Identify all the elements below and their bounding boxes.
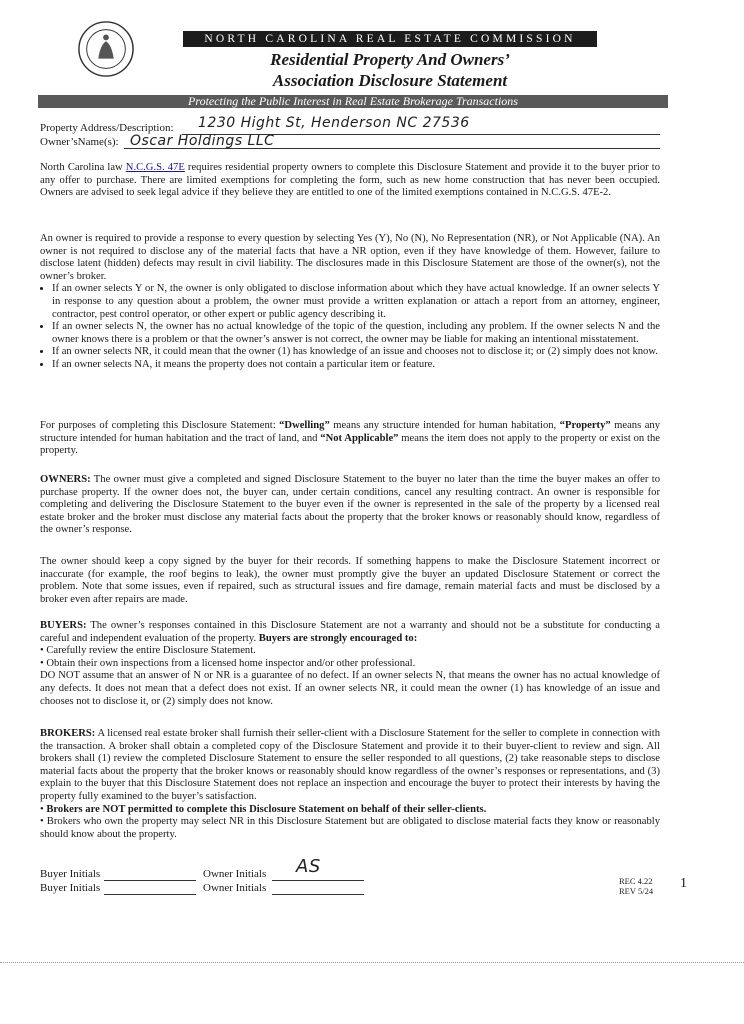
owner-initials-signature: AS	[296, 856, 321, 877]
owner-initials-field-1[interactable]	[272, 880, 364, 881]
definitions-paragraph	[40, 420, 660, 458]
revision-code: REV 5/24	[619, 886, 654, 896]
buyer-initials-field-2[interactable]	[104, 894, 196, 895]
p5-text: The owner should keep a copy signed by the buyer for their records. If something happens to make the Disclosure Statement incorrect or inaccurate (for example, the roof begins to leak), the owner must promptly give the buyer an updated Disclosure Statement or correct the problem. Note that some issues, even if repaired, such as structural issues and fire damage, remain material facts and must be disclosed by a broker even after repairs are made.	[40, 556, 660, 605]
response-instructions	[40, 233, 660, 372]
p2-text: An owner is required to provide a response to every question by selecting Yes (Y), No (N), No Representation (NR), or Not Applicable (NA). An owner is not required to disclose any of the material facts that have a NR option, even if they have knowledge of them. However, failure to disclose latent (hidden) defects may result in civil liability. The disclosures made in this Disclosure Statement are those of the owner(s), not the owner’s broker.	[40, 233, 660, 282]
statute-link[interactable]: N.C.G.S. 47E	[125, 162, 185, 173]
owner-label: Owner’sName(s):	[40, 136, 119, 148]
list-item: • Carefully review the entire Disclosure Statement.	[40, 645, 256, 657]
p3-text: means any structure intended for human habitation,	[329, 420, 560, 431]
not-applicable-term: “Not Applicable”	[320, 432, 399, 444]
commission-banner: NORTH CAROLINA REAL ESTATE COMMISSION	[183, 31, 597, 47]
list-item-text: Brokers who own the property may select NR in this Disclosure Statement but are obligated to disclose material facts they know or reasonably should know about the property.	[40, 816, 661, 840]
address-label: Property Address/Description:	[40, 122, 174, 134]
list-item-text: Obtain their own inspections from a licensed home inspector and/or other professional.	[46, 657, 416, 669]
form-title-line-1: Residential Property And Owners’	[270, 50, 510, 69]
list-item: • If an owner selects NA, it means the property does not contain a particular item or feature.	[52, 359, 660, 372]
buyers-section	[40, 620, 660, 708]
p3-text: means any structure intended for human habitation and the tract of land, and	[40, 420, 660, 444]
brokers-section	[40, 728, 660, 841]
owners-heading: OWNERS:	[40, 474, 91, 485]
buyers-list	[40, 645, 660, 670]
brokers-list	[40, 804, 660, 842]
p6-text: DO NOT assume that an answer of N or NR is a guarantee of no defect. If an owner selects N, that means the owner has no actual knowledge of any defects. It does not mean that a defect does not exist. If an owner selects NR, it could mean the owner (1) has knowledge of an issue and chooses not to disclose it, or (2) simply does not know.	[40, 670, 660, 707]
form-code: REC 4.22	[619, 876, 653, 886]
p1-text-rest: requires residential property owners to complete this Disclosure Statement and provide it to the buyer prior to any offer to purchase. There are limited exemptions for completing the form, such as new home construction that has never been occupied. Owners are advised to seek legal advice if they believe they are entitled to one of the limited exemptions contained in N.C.G.S. 47E-2.	[40, 162, 660, 199]
list-item: • Brokers who own the property may select NR in this Disclosure Statement but are obligated to disclose material facts they know or reasonably should know about the property.	[40, 816, 661, 840]
form-title-line-2: Association Disclosure Statement	[272, 71, 508, 90]
buyer-initials-label-2: Buyer Initials	[40, 882, 101, 894]
address-field[interactable]: 1230 Hight St, Henderson NC 27536	[198, 115, 470, 131]
brokers-text: A licensed real estate broker shall furnish their seller-client with a Disclosure Statement for the seller to complete in connection with the transaction. A broker shall obtain a completed copy of the Disclosure Statement and provide it to their buyer-client to review and sign. All brokers shall (1) review the completed Disclosure Statement to ensure the seller responded to all questions, (2) take reasonable steps to disclose material facts about the property that the broker knows or reasonably should know regardless of the owner’s responses or representations, and (3) explain to the buyer that this Disclosure Statement does not replace an inspection and encourage the buyer to protect their interests by having the property fully examined to the buyer’s satisfaction.	[40, 728, 660, 802]
page-number: 1	[680, 876, 687, 891]
property-term: “Property”	[559, 420, 611, 431]
list-item: • Brokers are NOT permitted to complete this Disclosure Statement on behalf of their seller-clients.	[40, 803, 487, 815]
owner-initials-label-2: Owner Initials	[203, 882, 267, 894]
buyer-initials-field-1[interactable]	[104, 880, 196, 881]
intro-paragraph	[40, 162, 660, 200]
page-divider	[0, 962, 744, 963]
buyer-initials-label-1: Buyer Initials	[40, 868, 101, 880]
buyers-text: The owner’s responses contained in this Disclosure Statement are not a warranty and should not be a substitute for conducting a careful and independent evaluation of the property.	[40, 620, 660, 644]
owners-text: The owner must give a completed and signed Disclosure Statement to the buyer no later than the time the buyer makes an offer to purchase property. If the owner does not, the buyer can, under certain conditions, cancel any resulting contract. An owner is responsible for completing and delivering the Disclosure Statement to the buyer even if the owner is represented in the sale of the property by a licensed real estate broker and the broker must disclose any material facts about the property that the broker knows or reasonably should know, regardless of the owner’s response.	[40, 474, 660, 536]
p1-text: North Carolina law	[40, 162, 126, 173]
list-item-text: Brokers are NOT permitted to complete this Disclosure Statement on behalf of their seller-clients.	[46, 803, 487, 815]
brokers-heading: BROKERS:	[40, 728, 96, 739]
response-options-list	[40, 283, 660, 371]
dwelling-term: “Dwelling”	[279, 420, 330, 431]
owners-section	[40, 474, 660, 537]
buyers-heading: BUYERS:	[40, 620, 87, 631]
owner-field[interactable]: Oscar Holdings LLC	[130, 133, 275, 149]
owner-initials-field-2[interactable]	[272, 894, 364, 895]
list-item: • If an owner selects N, the owner has no actual knowledge of the topic of the question, including any problem. If the owner selects N and the owner knows there is a problem or that the owner’s answer is not correct, the owner may be liable for making an intentional misstatement.	[52, 321, 660, 346]
buyers-encouraged: Buyers are strongly encouraged to:	[258, 632, 418, 644]
update-paragraph	[40, 556, 660, 606]
list-item: • Obtain their own inspections from a licensed home inspector and/or other professional.	[40, 657, 416, 669]
owner-initials-label-1: Owner Initials	[203, 868, 267, 880]
p3-text: means the item does not apply to the property or exist on the property.	[40, 432, 660, 457]
nc-seal-icon	[77, 20, 135, 78]
list-item: • If an owner selects Y or N, the owner is only obligated to disclose information about which they have actual knowledge. If an owner selects Y in response to any question about a problem, the owner must provide a written explanation or attach a report from an attorney, engineer, contractor, pest control operator, or other expert or public agency describing it.	[52, 283, 660, 321]
p3-text: For purposes of completing this Disclosure Statement:	[40, 420, 280, 431]
list-item: • If an owner selects NR, it could mean that the owner (1) has knowledge of an issue and chooses not to disclose it; or (2) simply does not know.	[52, 346, 660, 359]
subtitle-banner: Protecting the Public Interest in Real Estate Brokerage Transactions	[38, 95, 668, 108]
list-item-text: Carefully review the entire Disclosure Statement.	[46, 645, 256, 657]
